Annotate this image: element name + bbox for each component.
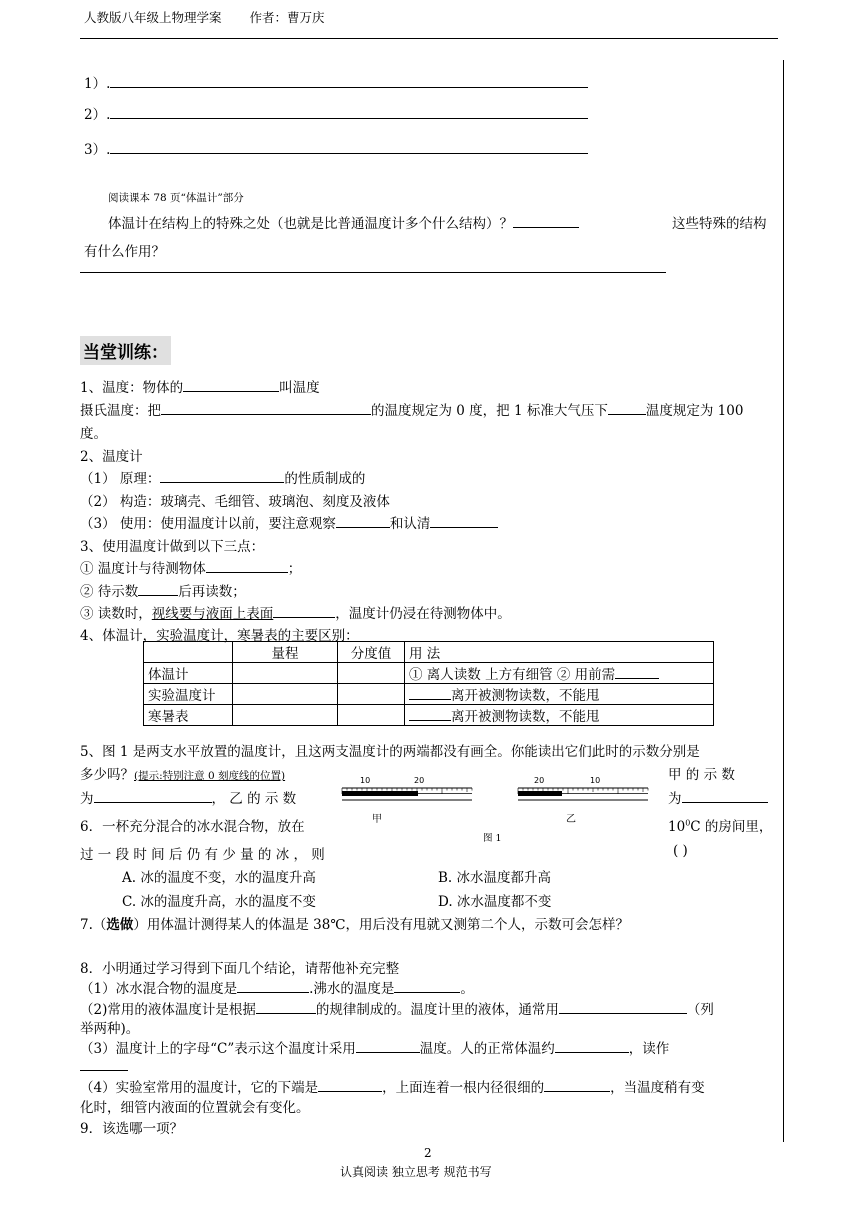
table-cell: 实验温度计 [144, 684, 233, 705]
table-cell[interactable] [338, 663, 405, 684]
q2-title: 2、温度计 [80, 449, 143, 465]
q5-line3: 为 ， 乙 的 示 数 [80, 787, 296, 807]
answer-bracket[interactable]: ( ) [673, 843, 688, 859]
header-rule [80, 38, 778, 39]
q2-line3: （3） 使用：使用温度计以前，要注意观察 和认清 [80, 512, 498, 532]
reading-question-line1: 体温计在结构上的特殊之处（也就是比普通温度计多个什么结构）？ [108, 212, 579, 232]
thermometer-yi-figure [514, 772, 654, 828]
answer-blank[interactable] [94, 789, 212, 804]
table-cell[interactable] [233, 705, 338, 726]
reading-note: 阅读课本 78 页“体温计”部分 [108, 192, 244, 204]
tick-label: 10 [360, 776, 371, 785]
figure-caption: 图 1 [483, 833, 502, 844]
liquid-column [342, 791, 418, 796]
table-header-cell: 分度值 [338, 642, 405, 663]
q3-title: 3、使用温度计做到以下三点： [80, 539, 265, 555]
q3-line3: ③ 读数时，视线要与液面上表面 ，温度计仍浸在待测物体中。 [80, 602, 511, 622]
table-row [144, 663, 714, 684]
table-header-cell [144, 642, 233, 663]
thermometer-jia-figure [338, 772, 478, 828]
answer-blank[interactable] [183, 378, 279, 393]
answer-blank[interactable] [110, 74, 588, 89]
answer-blank[interactable] [394, 979, 460, 994]
q6-line2: 过 一 段 时 间 后 仍 有 少 量 的 冰 ， 则 [80, 847, 325, 863]
q8-line4: （4）实验室常用的温度计，它的下端是 ，上面连着一根内径很细的 ，当温度稍有变 [80, 1076, 705, 1096]
q7: 7.（选做）用体温计测得某人的体温是 38℃，用后没有甩就又测第二个人，示数可会怎样？ [80, 917, 629, 933]
reading-question-line2: 有什么作用？ [84, 244, 165, 260]
answer-blank[interactable] [409, 707, 451, 722]
liquid-column [518, 791, 562, 796]
table-header-cell: 用 法 [405, 642, 714, 663]
answer-blank[interactable] [608, 401, 646, 416]
answer-blank[interactable] [80, 1056, 128, 1071]
option-d[interactable]: D. 冰水温度都不变 [438, 894, 552, 910]
option-c[interactable]: C. 冰的温度升高，水的温度不变 [122, 894, 316, 910]
q9: 9．该选哪一项？ [80, 1121, 184, 1137]
blank-line-1: 1）. [84, 72, 588, 92]
figure-label-jia: 甲 [372, 814, 382, 825]
q8-line1: （1）冰水混合物的温度是 .沸水的温度是 。 [80, 977, 474, 997]
page-header [84, 8, 349, 26]
q8-line3: （3）温度计上的字母“C”表示这个温度计采用 温度。人的正常体温约 ，读作 [80, 1037, 669, 1057]
tick-label: 20 [414, 776, 425, 785]
answer-blank[interactable] [138, 582, 178, 597]
answer-blank[interactable] [273, 604, 335, 619]
q1-line3: 度。 [80, 426, 107, 442]
table-cell: 寒暑表 [144, 705, 233, 726]
answer-blank[interactable] [110, 140, 588, 155]
answer-blank[interactable] [110, 105, 588, 120]
table-row [144, 684, 714, 705]
answer-blank[interactable] [430, 514, 498, 529]
header-edition: 人教版八年级上物理学案 [84, 10, 222, 25]
q1-line1: 1、温度：物体的 叫温度 [80, 376, 320, 396]
answer-blank[interactable] [409, 686, 451, 701]
answer-blank[interactable] [256, 1000, 316, 1015]
blank-line-2: 2）. [84, 103, 588, 123]
answer-blank[interactable] [206, 559, 288, 574]
option-b[interactable]: B. 冰水温度都升高 [438, 870, 552, 886]
q8-line3-cont [80, 1056, 128, 1075]
table-header-row [144, 642, 714, 663]
table-cell[interactable] [233, 684, 338, 705]
answer-blank[interactable] [513, 214, 579, 229]
comparison-table [143, 641, 714, 726]
q8-line2-cont: 举两种)。 [80, 1021, 140, 1037]
q5-line3-end: 为 [668, 787, 768, 807]
answer-blank[interactable] [544, 1078, 610, 1093]
tick-label: 20 [534, 776, 545, 785]
table-cell: 离开被测物读数，不能甩 [405, 705, 714, 726]
answer-blank[interactable] [318, 1078, 382, 1093]
answer-blank[interactable] [356, 1039, 420, 1054]
q4-title: 4、体温计，实验温度计，寒暑表的主要区别： [80, 628, 359, 644]
q2-line2: （2） 构造：玻璃壳、毛细管、玻璃泡、刻度及液体 [80, 494, 390, 510]
q3-line1: ① 温度计与待测物体 ； [80, 557, 301, 577]
answer-blank[interactable] [336, 514, 390, 529]
table-cell: 体温计 [144, 663, 233, 684]
answer-blank[interactable] [160, 469, 284, 484]
section-title: 当堂训练： [80, 336, 171, 365]
figure-label-yi: 乙 [566, 814, 576, 825]
q8-title: 8．小明通过学习得到下面几个结论，请帮他补充完整 [80, 961, 400, 977]
table-header-cell: 量程 [233, 642, 338, 663]
q2-line1: （1） 原理： 的性质制成的 [80, 467, 365, 487]
reading-question-line1-end: 这些特殊的结构 [672, 216, 767, 232]
table-cell[interactable] [338, 705, 405, 726]
q6-line1: 6．一杯充分混合的冰水混合物，放在 [80, 819, 305, 835]
answer-blank[interactable] [161, 401, 371, 416]
q8-line4-cont: 化时，细管内液面的位置就会有变化。 [80, 1100, 310, 1116]
answer-blank[interactable] [555, 1039, 629, 1054]
table-cell[interactable] [338, 684, 405, 705]
footer-motto: 认真阅读 独立思考 规范书写 [340, 1165, 492, 1179]
answer-blank[interactable] [682, 789, 768, 804]
q5-line2-end: 甲 的 示 数 [668, 767, 735, 783]
header-author: 作者：曹万庆 [249, 10, 325, 25]
q5-line1: 5、图 1 是两支水平放置的温度计，且这两支温度计的两端都没有画全。你能读出它们此时的示数分别是 [80, 744, 700, 760]
q1-line2: 摄氏温度：把 的温度规定为 0 度，把 1 标准大气压下 温度规定为 100 [80, 399, 743, 419]
blank-line-3: 3）. [84, 138, 588, 158]
table-row [144, 705, 714, 726]
option-a[interactable]: A. 冰的温度不变，水的温度升高 [122, 870, 316, 886]
answer-line[interactable] [80, 272, 666, 273]
answer-blank[interactable] [615, 665, 659, 680]
tick-label: 10 [590, 776, 601, 785]
answer-blank[interactable] [237, 979, 309, 994]
q6-line1-end: $10^0C$ 的房间里， [668, 818, 773, 835]
right-margin-rule [783, 60, 784, 1142]
table-cell[interactable] [233, 663, 338, 684]
table-cell: ① 离人读数 上方有细管 ② 用前需 [405, 663, 714, 684]
answer-blank[interactable] [559, 1000, 687, 1015]
q8-line2: （2)常用的液体温度计是根据 的规律制成的。温度计里的液体，通常用 （列 [80, 998, 714, 1018]
q3-line2: ② 待示数 后再读数； [80, 580, 246, 600]
table-cell: 离开被测物读数，不能甩 [405, 684, 714, 705]
page-number: 2 [424, 1146, 432, 1160]
q5-line2: 多少吗？(提示:特别注意 0 刻度线的位置) [80, 767, 286, 783]
